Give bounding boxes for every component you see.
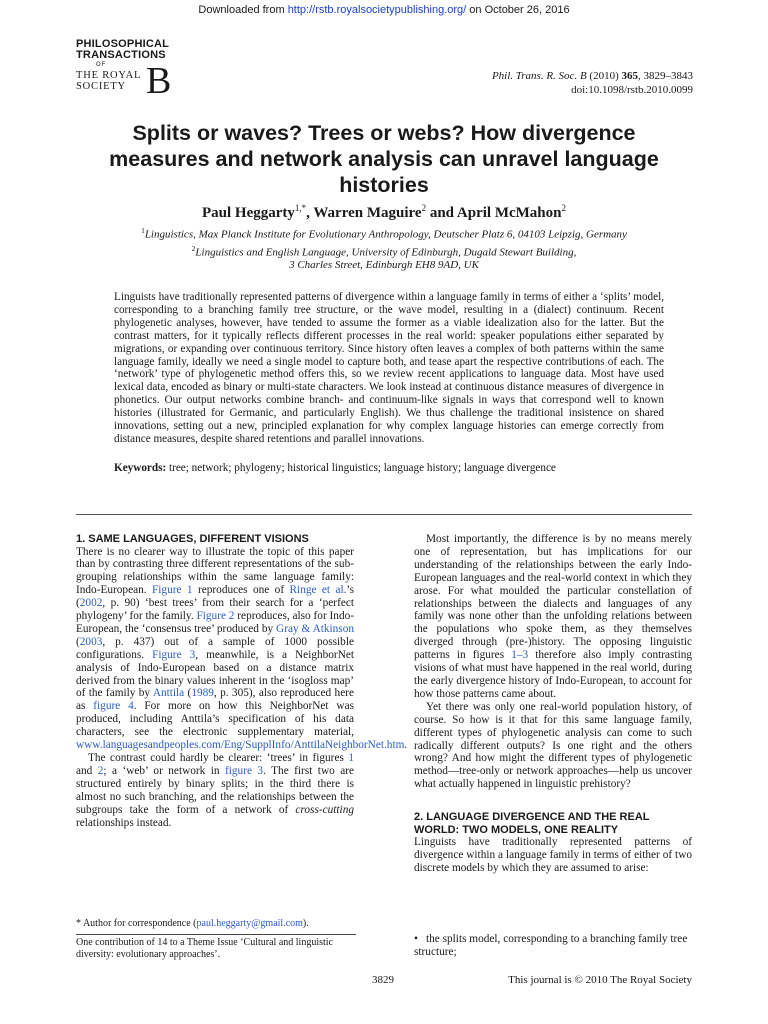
cross-reference-link[interactable]: Gray & Atkinson	[276, 622, 354, 635]
section-1-paragraph-2: The contrast could hardly be clearer: ‘trees’ in figures 1 and 2; a ‘web’ or network in figure 3. The first two are structured entirely by binary splits; in the third there is almost no such branching, and the relationships between the subgroups take the form of a network of cross-cutting relationships instead.	[76, 752, 354, 829]
right-paragraph-1: Most importantly, the difference is by no means merely one of representation, but has implications for our understanding of the relationships between the early Indo-European languages and the real-world context in which they arose. For what moulded the particular constellation of relationships between the dialects and languages of any family was none other than the unfolding relations between the populations who spoke them, as they themselves diverged through (pre-)history. The opposing linguistic patterns in figures 1–3 therefore also imply contrasting visions of what must have happened in the real world, during the early divergence history of Indo-European, to account for how those patterns came about.	[414, 533, 693, 700]
author-3-sup: 2	[561, 203, 566, 213]
citation-year: (2010)	[586, 70, 622, 82]
author-1-sup: 1,*	[294, 203, 307, 213]
author-list	[0, 203, 768, 222]
keywords-label: Keywords:	[114, 462, 167, 474]
download-banner	[0, 4, 768, 16]
cross-reference-link[interactable]: Anttila	[152, 687, 185, 700]
emphasis-text: cross-cutting	[295, 803, 354, 816]
header-divider	[76, 514, 692, 515]
logo-line-2: TRANSACTIONS	[76, 49, 166, 61]
cross-reference-link[interactable]: www.languagesandpeoples.com/Eng/SupplInfo/AnttilaNeighborNet.htm	[76, 739, 405, 752]
cross-reference-link[interactable]: 2	[97, 764, 104, 777]
copyright-line: This journal is © 2010 The Royal Society	[508, 974, 692, 986]
author-3: and April McMahon	[426, 205, 562, 221]
footnote-divider	[76, 934, 356, 935]
contribution-note: One contribution of 14 to a Theme Issue ‘Cultural and linguistic diversity: evolutionary approaches’.	[76, 937, 333, 960]
logo-line-4: THE ROYAL	[76, 70, 142, 81]
author-email-link[interactable]: paul.heggarty@gmail.com	[196, 918, 303, 929]
page-number: 3829	[372, 974, 394, 986]
cross-reference-link[interactable]: Figure 2	[196, 610, 235, 623]
paper-title: Splits or waves? Trees or webs? How divergence measures and network analysis can unravel language histories	[109, 121, 659, 197]
right-paragraph-2: Yet there was only one real-world population history, of course. So how is it that for this same language family, different types of phylogenetic analysis can come to such radically different outputs? Is one right and the others wrong? And how might the different types of phylogenetic method—tree-only or network approaches—help us uncover what actually happened in linguistic prehistory?	[414, 700, 692, 791]
affiliation-2-sup: 2	[191, 243, 196, 253]
cross-reference-link[interactable]: Figure 3	[152, 648, 196, 661]
section-2-paragraph-1: Linguists have traditionally represented patterns of divergence within a language family in terms of either of two discrete models by which they are assumed to arise:	[414, 836, 692, 874]
cross-reference-link[interactable]: Figure 1	[152, 584, 193, 597]
author-2-sup: 2	[421, 203, 427, 213]
abstract: Linguists have traditionally represented patterns of divergence within a language family in terms of either a ‘splits’ model, corresponding to a branching family tree structure, or the wave model, resulting in a (dialect) continuum. Recent phylogenetic analyses, however, have tended to assume the former as a viable idealization also for the latter. But the contrast matters, for it typically reflects different processes in the real world: speaker populations either separated by migrations, or expanding over continuous territory. Since history often leaves a complex of both patterns within the same language family, ideally we need a single model to capture both, and tease apart the respective contributions of each. The ‘network’ type of phylogenetic method offers this, so we review recent applications to language data. Most have used lexical data, encoded as binary or multi-state characters. We look instead at continuous distance measures of divergence in phonetics. Our output networks combine branch- and continuum-like signals in ways that correspond well to known histories (illustrated for Germanic, and particularly English). We thus challenge the traditional insistence on shared innovations, setting out a new, principled explanation for why complex language histories can emerge correctly from distance measures, despite shared retentions and parallel innovations.	[114, 291, 664, 445]
footnote-prefix: * Author for correspondence (	[76, 918, 197, 929]
section-2-heading: 2. LANGUAGE DIVERGENCE AND THE REAL WORLD: TWO MODELS, ONE REALITY	[414, 811, 650, 836]
cross-reference-link[interactable]: figure 3	[225, 764, 264, 777]
citation-volume: 365	[621, 70, 638, 82]
citation	[492, 69, 693, 97]
cross-reference-link[interactable]: 2002	[79, 597, 103, 610]
cross-reference-link[interactable]: 1	[348, 752, 354, 764]
left-column	[76, 533, 408, 829]
bullet-text: the splits model, corresponding to a branching family tree structure;	[414, 933, 688, 958]
citation-doi[interactable]: doi:10.1098/rstb.2010.0099	[571, 84, 693, 96]
author-footnote	[76, 918, 356, 930]
download-link[interactable]: http://rstb.royalsocietypublishing.org/	[287, 4, 467, 16]
citation-pages: , 3829–3843	[638, 70, 693, 82]
logo-line-3: OF	[96, 62, 107, 68]
bullet-symbol: •	[414, 933, 418, 945]
section-1-paragraph-1: There is no clearer way to illustrate the topic of this paper than by contrasting three different representations of the sub-grouping relationships within the same language family: Indo-European. Figure 1 reproduces one of Ringe et al.’s (2002, p. 90) ‘best trees’ from their search for a ‘perfect phylogeny’ for the family. Figure 2 reproduces, also for Indo-European, the ‘consensus tree’ produced by Gray & Atkinson (2003, p. 437) out of a sample of 1000 possible configurations. Figure 3, meanwhile, is a NeighborNet analysis of Indo-European based on a distance matrix derived from the binary values inherent in the ‘isogloss map’ of the family by Anttila (1989, p. 305), also reproduced here as figure 4. For more on how this NeighborNet was produced, including Anttila’s specification of his data characters, see the electronic supplementary material, www.languagesandpeoples.com/Eng/SupplInfo/AnttilaNeighborNet.htm.	[76, 545, 408, 752]
affiliation-2-line-2: 3 Charles Street, Edinburgh EH8 9AD, UK	[289, 259, 479, 272]
section-1-heading: 1. SAME LANGUAGES, DIFFERENT VISIONS	[76, 533, 309, 545]
footnote-suffix: ).	[302, 918, 309, 929]
cross-reference-link[interactable]: 1–3	[511, 649, 529, 662]
citation-line	[492, 69, 693, 83]
bullet-item	[414, 933, 704, 959]
affiliation-1-text: Linguistics, Max Planck Institute for Evolutionary Anthropology, Deutscher Platz 6, 04103 Leipzig, Germany	[144, 228, 627, 241]
affiliation-2-text-a: Linguistics and English Language, University of Edinburgh, Dugald Stewart Building,	[195, 246, 577, 259]
cross-reference-link[interactable]: figure 4	[93, 700, 134, 713]
right-column	[414, 533, 692, 875]
affiliation-1-sup: 1	[141, 226, 145, 235]
keywords	[114, 462, 674, 474]
cross-reference-link[interactable]: 1989	[191, 687, 214, 700]
keywords-text: tree; network; phylogeny; historical linguistics; language history; language divergence	[166, 462, 556, 474]
cross-reference-link[interactable]: 2003	[79, 635, 103, 648]
download-suffix: on October 26, 2016	[466, 4, 570, 16]
journal-logo[interactable]	[76, 38, 176, 100]
citation-journal: Phil. Trans. R. Soc. B	[491, 70, 587, 82]
affiliations	[110, 224, 658, 272]
download-prefix: Downloaded from	[198, 4, 288, 16]
logo-line-1: PHILOSOPHICAL	[76, 38, 170, 50]
cross-reference-link[interactable]: Ringe et al.	[289, 584, 347, 597]
author-2: , Warren Maguire	[306, 205, 422, 221]
author-1: Paul Heggarty	[201, 205, 295, 221]
logo-line-5: SOCIETY	[76, 81, 126, 92]
logo-letter: B	[146, 60, 172, 102]
affiliation-2	[110, 242, 658, 260]
affiliation-1	[110, 224, 658, 242]
